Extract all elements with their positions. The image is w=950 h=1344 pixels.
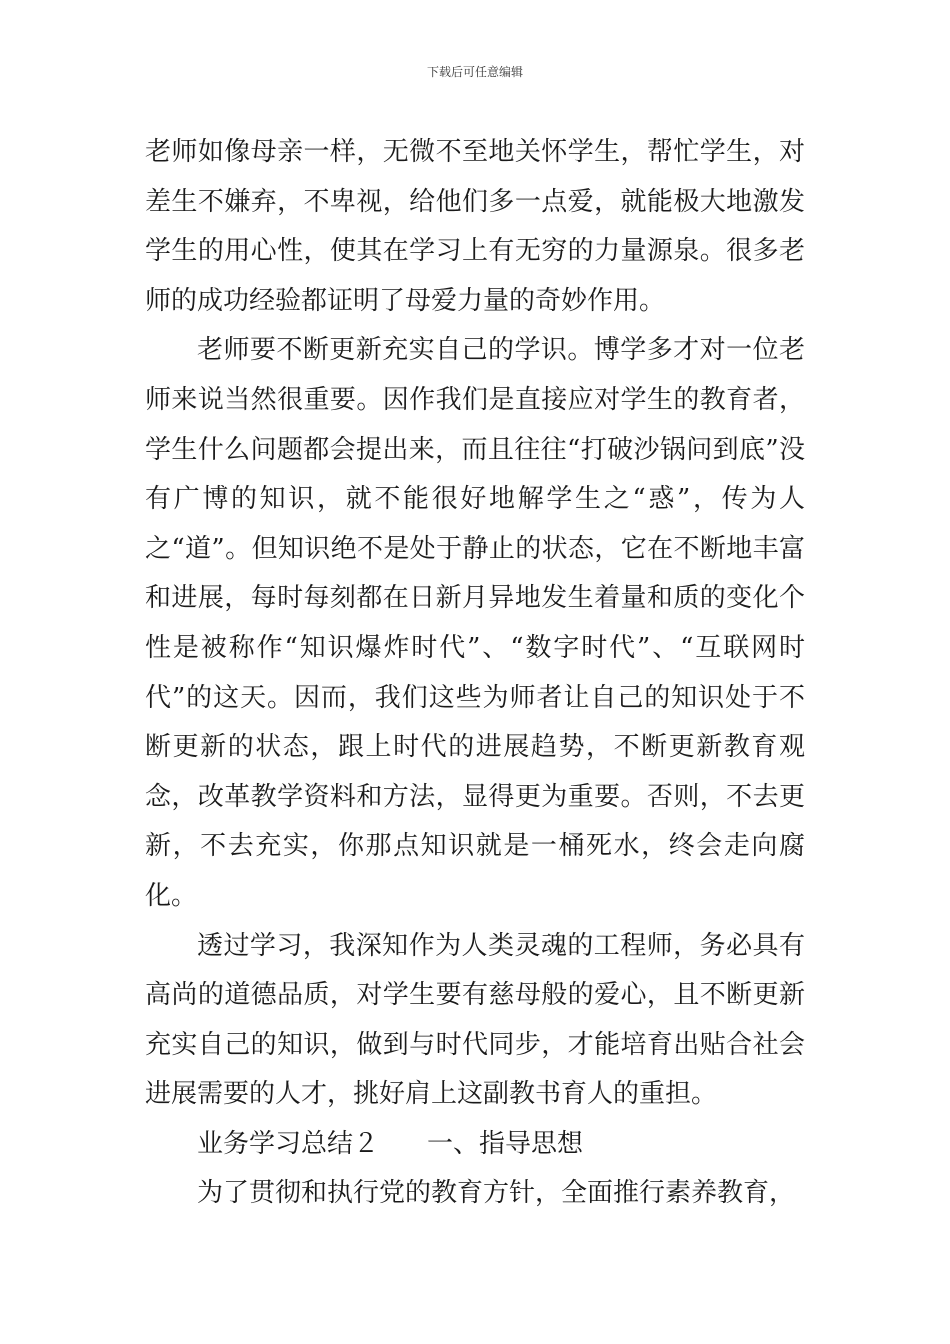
section-title: 业务学习总结２ [197, 1128, 380, 1159]
paragraph-mother-love: 老师如像母亲一样，无微不至地关怀学生，帮忙学生，对差生不嫌弃，不卑视，给他们多一点爱，就能极大地激发学生的用心性，使其在学习上有无穷的力量源泉。很多老师的成功经验都证明了母爱力量的奇妙作用。 [145, 137, 805, 316]
paragraph-guiding-thought: 为了贯彻和执行党的教育方针，全面推行素养教育， [197, 1178, 796, 1209]
section-subtitle: 一、指导思想 [427, 1128, 584, 1159]
section-heading [145, 1120, 805, 1170]
paragraph-update-knowledge: 老师要不断更新充实自己的学识。博学多才对一位老师来说当然很重要。因作我们是直接应对学生的教育者，学生什么问题都会提出来，而且往往“打破沙锅问到底”没有广博的知识，就不能很好地解学生之“惑”，传为人之“道”。但知识绝不是处于静止的状态，它在不断地丰富和进展，每时每刻都在日新月异地发生着量和质的变化个性是被称作“知识爆炸时代”、“数字时代”、“互联网时代”的这天。因而，我们这些为师者让自己的知识处于不断更新的状态，跟上时代的进展趋势，不断更新教育观念，改革教学资料和方法，显得更为重要。否则，不去更新，不去充实，你那点知识就是一桶死水，终会走向腐化。 [145, 335, 805, 911]
document-body [145, 128, 805, 1219]
paragraph-conclusion: 透过学习，我深知作为人类灵魂的工程师，务必具有高尚的道德品质，对学生要有慈母般的爱心，且不断更新充实自己的知识，做到与时代同步，才能培育出贴合社会进展需要的人才，挑好肩上这副教书育人的重担。 [145, 930, 805, 1110]
page-header: 下载后可任意编辑 [426, 65, 523, 79]
